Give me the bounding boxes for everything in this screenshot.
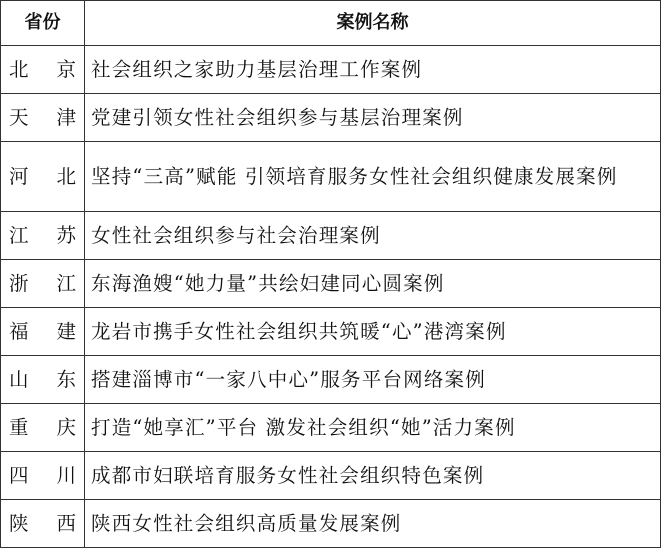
case-name-cell: 坚持“三高”赋能 引领培育服务女性社会组织健康发展案例 bbox=[85, 142, 661, 212]
table-row bbox=[1, 260, 661, 308]
case-name-cell: 打造“她享汇”平台 激发社会组织“她”活力案例 bbox=[85, 404, 661, 452]
province-cell: 四川 bbox=[1, 452, 85, 500]
table-row bbox=[1, 500, 661, 548]
case-name-cell: 成都市妇联培育服务女性社会组织特色案例 bbox=[85, 452, 661, 500]
province-cell: 重庆 bbox=[1, 404, 85, 452]
header-province: 省份 bbox=[1, 1, 85, 46]
province-cell: 河北 bbox=[1, 142, 85, 212]
case-name-cell: 东海渔嫂“她力量”共绘妇建同心圆案例 bbox=[85, 260, 661, 308]
case-name-cell: 陕西女性社会组织高质量发展案例 bbox=[85, 500, 661, 548]
header-case-name: 案例名称 bbox=[85, 1, 661, 46]
case-name-cell: 女性社会组织参与社会治理案例 bbox=[85, 212, 661, 260]
province-cell: 山东 bbox=[1, 356, 85, 404]
case-name-cell: 搭建淄博市“一家八中心”服务平台网络案例 bbox=[85, 356, 661, 404]
province-cell: 浙江 bbox=[1, 260, 85, 308]
province-cell: 陕西 bbox=[1, 500, 85, 548]
case-name-cell: 社会组织之家助力基层治理工作案例 bbox=[85, 46, 661, 94]
table-row bbox=[1, 94, 661, 142]
table-row bbox=[1, 46, 661, 94]
case-name-cell: 党建引领女性社会组织参与基层治理案例 bbox=[85, 94, 661, 142]
table-row bbox=[1, 452, 661, 500]
table-row bbox=[1, 356, 661, 404]
table-row bbox=[1, 142, 661, 212]
header-row bbox=[1, 1, 661, 46]
province-cell: 江苏 bbox=[1, 212, 85, 260]
province-cell: 福建 bbox=[1, 308, 85, 356]
table-row bbox=[1, 212, 661, 260]
table-row bbox=[1, 404, 661, 452]
province-cell: 天津 bbox=[1, 94, 85, 142]
province-cell: 北京 bbox=[1, 46, 85, 94]
case-name-cell: 龙岩市携手女性社会组织共筑暖“心”港湾案例 bbox=[85, 308, 661, 356]
table-row bbox=[1, 308, 661, 356]
